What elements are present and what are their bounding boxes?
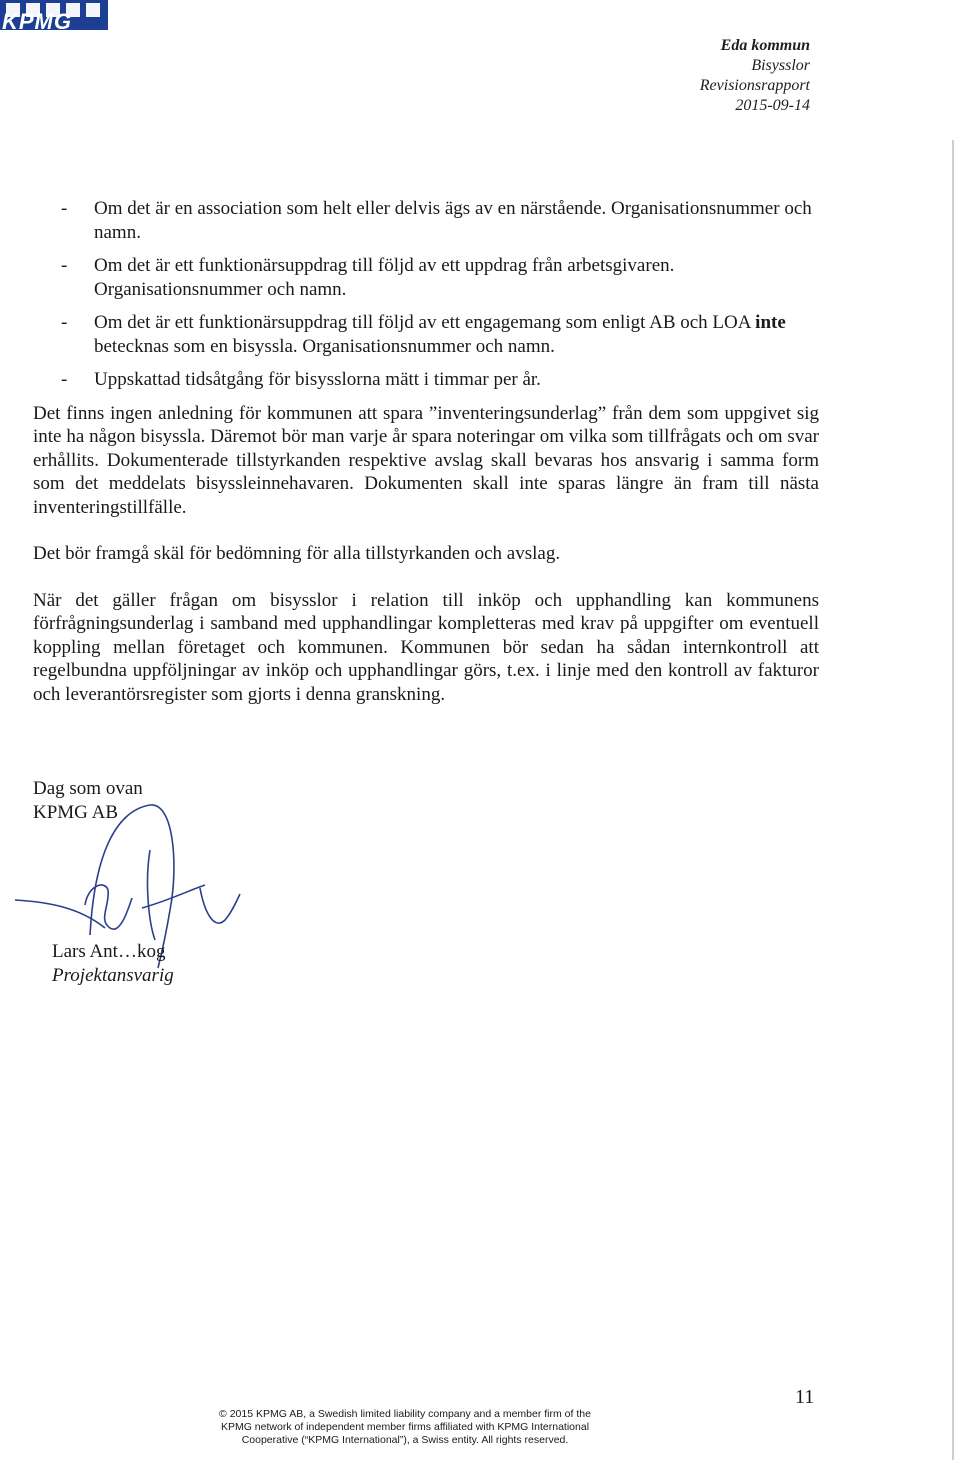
list-dash: - (61, 198, 68, 219)
scan-edge-line (952, 140, 954, 1460)
signer-block (52, 940, 174, 987)
list-item-text: Om det är ett funktionärsuppdrag till följd av ett uppdrag från arbetsgivaren. Organisationsnummer och namn. (94, 255, 675, 300)
list-dash: - (61, 312, 68, 333)
footer-line: KPMG network of independent member firms affiliated with KPMG International (220, 1421, 590, 1433)
list-item-text: Uppskattad tidsåtgång för bisysslorna mätt i timmar per år. (94, 369, 541, 390)
list-item (33, 368, 819, 392)
body-content (33, 197, 819, 729)
list-dash: - (61, 369, 68, 390)
list-dash: - (61, 255, 68, 276)
copyright-footer (170, 1408, 640, 1447)
paragraph-grounds: Det bör framgå skäl för bedömning för alla tillstyrkanden och avslag. (33, 543, 561, 564)
header-organization: Eda kommun (720, 37, 810, 54)
list-item-emphasis: inte (755, 312, 786, 333)
paragraph-procurement: När det gäller frågan om bisysslor i relation till inköp och upphandling kan kommunens förfrågningsunderlag i samband med upphandlingar kompletteras med krav på uppgifter om eventuell koppling mellan företaget och kommunen. Kommunen bör sedan ha sådan internkontroll att regelbundna uppföljningar av inköp och upphandlingar görs, t.ex. i linje med den kontroll av fakturor och leverantörsregister som gjorts i denna granskning. (33, 589, 819, 705)
logo-text: KPMG (2, 9, 72, 30)
footer-line: © 2015 KPMG AB, a Swedish limited liability company and a member firm of the (219, 1408, 591, 1420)
requirement-list (33, 197, 819, 392)
signer-role: Projektansvarig (52, 964, 174, 986)
page-number: 11 (795, 1386, 815, 1408)
list-item (33, 311, 819, 358)
signer-name: Lars Ant…kog (52, 941, 166, 962)
document-header (700, 36, 810, 116)
closing-line: Dag som ovan (33, 778, 143, 799)
header-subject: Bisysslor (751, 57, 810, 74)
list-item-text-start: Om det är ett funktionärsuppdrag till följd av ett engagemang som enligt AB och LOA (94, 312, 756, 333)
paragraph-retention: Det finns ingen anledning för kommunen att spara ”inventeringsunderlag” från dem som uppgivet sig inte ha någon bisyssla. Däremot bör man varje år spara noteringar om vilka som tillfrågats och om svar erhållits. Dokumenterade tillstyrkanden respektive avslag skall bevaras hos ansvarig i samma form som det meddelats bisyssleinnehavaren. Dokumenten skall inte sparas längre än fram till nästa inventeringstillfälle. (33, 402, 819, 518)
list-item-text-end: betecknas som en bisyssla. Organisationsnummer och namn. (94, 335, 555, 357)
footer-line: Cooperative (“KPMG International”), a Swiss entity. All rights reserved. (241, 1434, 569, 1446)
kpmg-logo (0, 0, 108, 30)
list-item-text: Om det är en association som helt eller delvis ägs av en närstående. Organisationsnummer och namn. (94, 198, 812, 243)
header-report-type: Revisionsrapport (699, 77, 810, 94)
list-item (33, 197, 819, 244)
header-date: 2015-09-14 (735, 97, 810, 114)
company-name: KPMG AB (33, 801, 118, 823)
list-item (33, 254, 819, 301)
